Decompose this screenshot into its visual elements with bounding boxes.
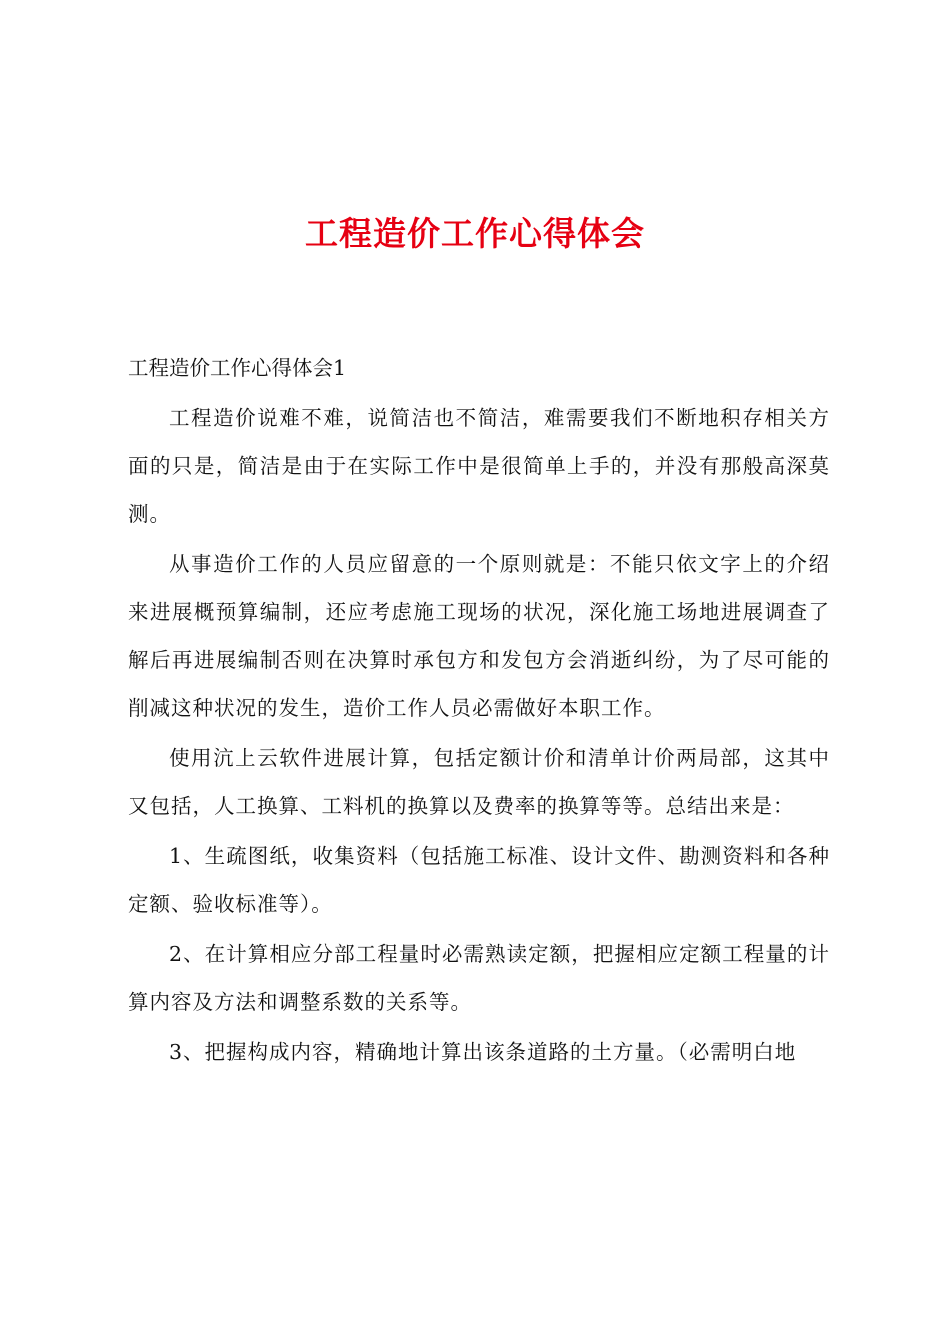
paragraph: 使用沆上云软件进展计算，包括定额计价和清单计价两局部，这其中又包括，人工换算、工料机的换算以及费率的换算等等。总结出来是： — [128, 746, 830, 818]
list-item: 2、在计算相应分部工程量时必需熟读定额，把握相应定额工程量的计算内容及方法和调整系数的关系等。 — [128, 942, 830, 1014]
document-title: 工程造价工作心得体会 — [305, 214, 645, 253]
list-item: 1、生疏图纸，收集资料（包括施工标准、设计文件、勘测资料和各种定额、验收标准等）。 — [128, 844, 830, 916]
paragraph: 从事造价工作的人员应留意的一个原则就是：不能只依文字上的介绍来进展概预算编制，还应考虑施工现场的状况，深化施工场地进展调查了解后再进展编制否则在决算时承包方和发包方会消逝纠纷，为了尽可能的削减这种状况的发生，造价工作人员必需做好本职工作。 — [128, 552, 830, 720]
section-heading: 工程造价工作心得体会1 — [128, 356, 347, 380]
paragraph: 工程造价说难不难，说简洁也不简洁，难需要我们不断地积存相关方面的只是，简洁是由于在实际工作中是很简单上手的，并没有那般高深莫测。 — [128, 406, 830, 526]
list-item: 3、把握构成内容，精确地计算出该条道路的土方量。（必需明白地 — [169, 1040, 797, 1064]
document-body — [128, 344, 830, 1078]
